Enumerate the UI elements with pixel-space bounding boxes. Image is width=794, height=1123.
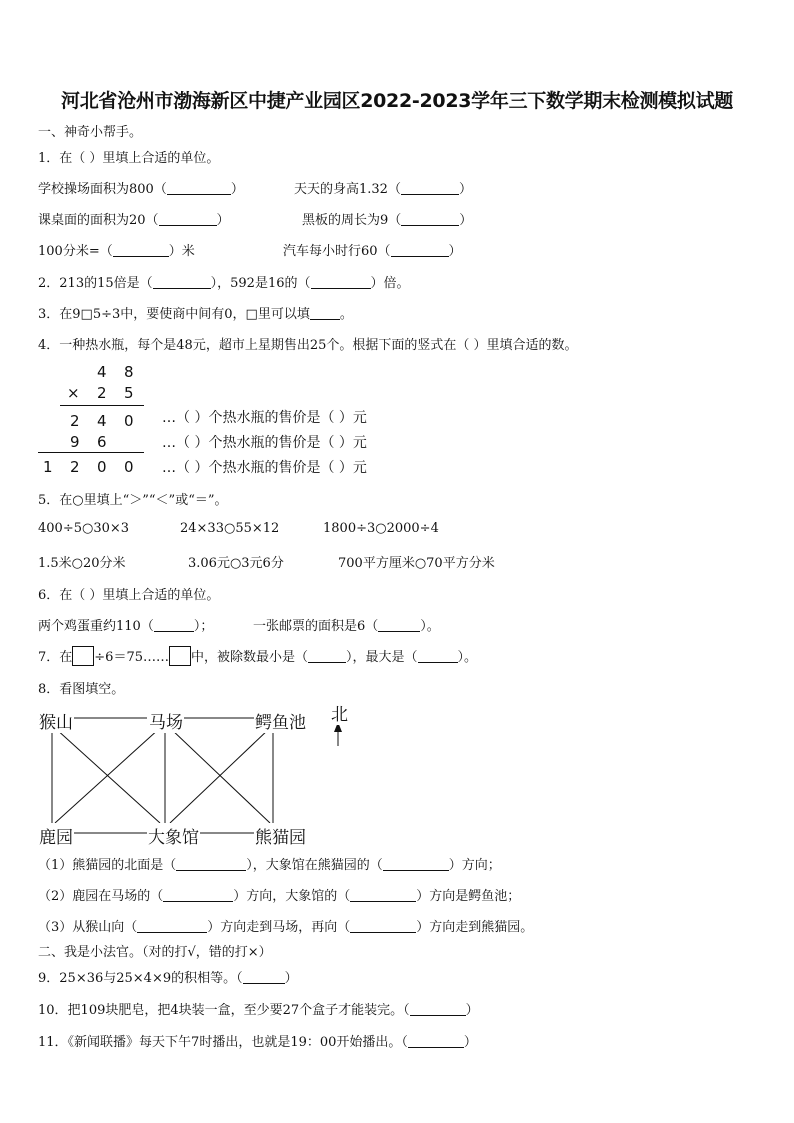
answer-blank[interactable] [176,858,246,871]
calc-digit: 0 [124,458,134,476]
q5-item: 3.06元○3元6分 [188,556,284,571]
section-1-heading: 一、神奇小帮手。 [38,125,143,140]
q1-item-4-text: 黑板的周长为9（ [302,213,402,228]
place-horse-farm: 马场 [148,708,184,733]
answer-blank[interactable] [383,858,449,871]
q5-item: 700平方厘米○70平方分米 [338,556,495,571]
q2-text-c: ）倍。 [370,276,410,291]
q8-sub-3-c: ）方向走到熊猫园。 [416,920,534,935]
answer-blank[interactable] [243,971,285,984]
calc-digit: 2 [70,458,80,476]
q6-prompt: 6．在（ ）里填上合适的单位。 [38,588,220,603]
calc-digit: 8 [124,363,134,381]
calc-digit: 6 [97,433,107,451]
q8-sub-1-c: ）方向； [448,858,501,873]
q11 [38,1031,477,1050]
q4-note-1: …（ ）个热水瓶的售价是（ ）元 [162,410,367,426]
place-elephant-hall: 大象馆 [147,823,200,848]
section-2-heading: 二、我是小法官。（对的打√，错的打×） [38,945,272,960]
place-deer-park: 鹿园 [38,823,74,848]
q7-text-c: 中，被除数最小是（ [191,650,309,665]
answer-blank[interactable] [350,889,416,902]
q9 [38,967,298,986]
calc-digit: 5 [124,384,134,402]
answer-blank[interactable] [350,920,416,933]
q7-text-d: ），最大是（ [346,650,418,665]
multiply-sign: × [67,384,80,402]
q4-note-2: …（ ）个热水瓶的售价是（ ）元 [162,435,367,451]
q6-text-c: 一张邮票的面积是6（ [253,619,379,634]
q2-text-a: 2．213的15倍是（ [38,276,153,291]
q1-item-5-close: ）米 [168,244,195,259]
q1-item-4-close: ） [459,213,473,228]
calc-digit: 0 [97,458,107,476]
answer-blank[interactable] [408,1035,464,1048]
q6-text-d: ）。 [420,619,440,634]
calc-digit: 1 [43,458,53,476]
q1-item-1-text: 学校操场面积为800（ [38,182,167,197]
q1-item-5-text: 100分米=（ [38,244,113,259]
q1-prompt: 1．在（ ）里填上合适的单位。 [38,151,220,166]
q10-text-b: ） [465,1003,479,1018]
q10 [38,999,479,1018]
q5-item: 1.5米○20分米 [38,556,126,571]
answer-blank[interactable] [163,889,233,902]
place-panda-garden: 熊猫园 [254,823,307,848]
page-title: 河北省沧州市渤海新区中捷产业园区2022-2023学年三下数学期末检测模拟试题 [61,90,733,112]
answer-blank[interactable] [137,920,207,933]
q1-item-2-close: ） [458,182,472,197]
calc-digit: 9 [70,433,80,451]
calc-digit: 2 [70,412,80,430]
q5-item: 1800÷3○2000÷4 [323,521,439,536]
q1-item-6-close: ） [448,244,462,259]
q1-item-2-text: 天天的身高1.32（ [294,182,401,197]
q1-item-3-close: ） [216,213,230,228]
q4-prompt: 4．一种热水瓶，每个是48元，超市上星期售出25个。根据下面的竖式在（ ）里填合适的数。 [38,338,578,353]
q9-text-a: 9．25×36与25×4×9的积相等。（ [38,971,243,986]
q3-text-b: 。 [339,307,353,322]
q6-text-a: 两个鸡蛋重约110（ [38,619,154,634]
q4-note-3: …（ ）个热水瓶的售价是（ ）元 [162,460,367,476]
q1-item-1-close: ） [230,182,244,197]
q7-text-a: 7．在 [38,650,73,665]
q5-prompt: 5．在○里填上“＞”“＜”或“＝”。 [38,493,228,508]
calc-digit: 0 [124,412,134,430]
q8-sub-2-c: ）方向是鳄鱼池； [416,889,521,904]
answer-blank[interactable] [410,1003,466,1016]
q8-sub-1-b: ），大象馆在熊猫园的（ [246,858,383,873]
q7-text-e: ）。 [457,650,478,665]
place-crocodile-pool: 鳄鱼池 [254,708,307,733]
q10-text-a: 10．把109块肥皂，把4块装一盒，至少要27个盒子才能装完。（ [38,1003,410,1018]
q5-item: 24×33○55×12 [180,521,280,536]
q8-sub-2-a: （2）鹿园在马场的（ [38,889,164,904]
q8-sub-2-b: ）方向，大象馆的（ [233,889,351,904]
q8-sub-3-a: （3）从猴山向（ [38,920,138,935]
q8-sub-3-b: ）方向走到马场，再向（ [207,920,351,935]
q8-prompt: 8．看图填空。 [38,682,125,697]
q7-text-b: ÷6＝75…… [94,650,169,665]
q11-text-b: ） [463,1035,477,1050]
q2-text-b: ），592是16的（ [210,276,311,291]
q8-sub-1 [38,854,501,873]
q8-sub-1-a: （1）熊猫园的北面是（ [38,858,177,873]
north-label: 北 [330,700,349,725]
q1-item-3-text: 课桌面的面积为20（ [38,213,159,228]
q8-sub-2 [38,885,520,904]
q5-item: 400÷5○30×3 [38,521,130,536]
q8-sub-3 [38,916,533,935]
calc-digit: 4 [97,412,107,430]
q9-text-b: ） [284,971,298,986]
calc-digit: 2 [97,384,107,402]
q6-text-b: ）； [193,619,214,634]
q3-text-a: 3．在9□5÷3中，要使商中间有0，□里可以填 [38,307,310,322]
place-monkey-hill: 猴山 [38,708,74,733]
calc-digit: 4 [97,363,107,381]
q1-item-6-text: 汽车每小时行60（ [283,244,391,259]
q11-text-a: 11．《新闻联播》每天下午7时播出，也就是19：00开始播出。（ [38,1035,408,1050]
